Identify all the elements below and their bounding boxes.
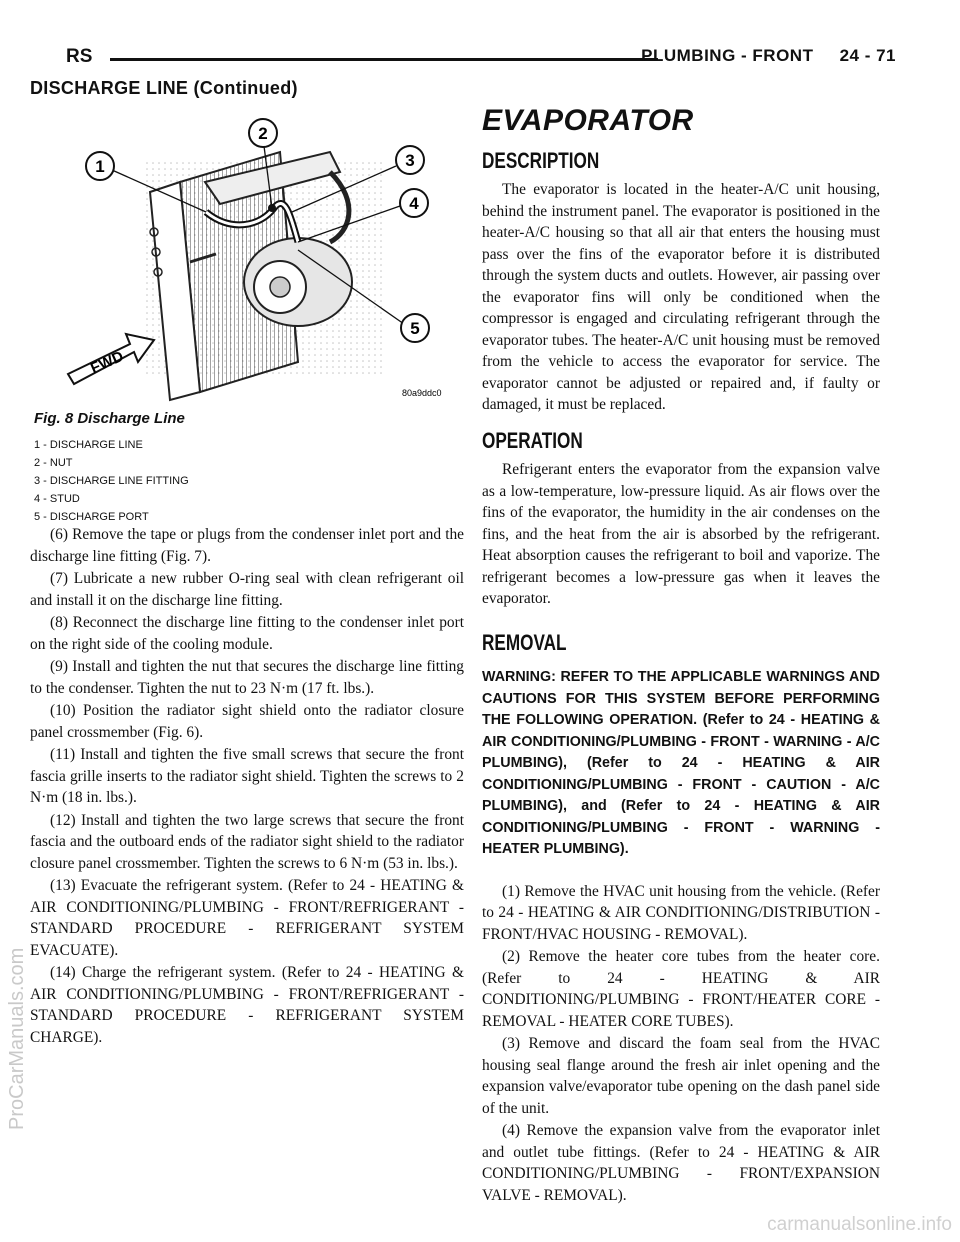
step-paragraph: (9) Install and tighten the nut that secures the discharge line fitting to the condenser. Tighten the nut to 23 N·m (17 ft. lbs.). (30, 658, 464, 697)
header-rule (110, 58, 658, 61)
removal-heading: REMOVAL (482, 629, 567, 655)
callout-2 (249, 119, 277, 147)
svg-text:3: 3 (405, 151, 415, 170)
header-section-code: RS (66, 46, 93, 67)
fwd-label: FWD (88, 347, 127, 378)
removal-step: (4) Remove the expansion valve from the evaporator inlet and outlet tube fittings. (Refer to 24 - HEATING & AIR CONDITIONING/PLUMBING - FRONT/EXPANSION VALVE - REMOVAL). (482, 1122, 880, 1204)
svg-text:4: 4 (409, 194, 419, 213)
figure-caption: Fig. 8 Discharge Line (34, 410, 185, 427)
continued-section-title: DISCHARGE LINE (Continued) (30, 78, 298, 98)
legend-item: 2 - NUT (34, 457, 73, 469)
right-column (482, 104, 880, 1207)
legend-item: 1 - DISCHARGE LINE (34, 439, 143, 451)
operation-heading: OPERATION (482, 427, 583, 453)
step-paragraph: (8) Reconnect the discharge line fitting to the condenser inlet port on the right side of the cooling module. (30, 614, 464, 653)
svg-text:1: 1 (95, 157, 105, 176)
operation-paragraph: Refrigerant enters the evaporator from the expansion valve as a low-temperature, low-pressure liquid. As air flows over the fins of the evaporator, the humidity in the air condenses on the fins, and the heat from the air is absorbed by the refrigerant. Heat absorption causes the refrigerant to boil and vaporize. The refrigerant becomes a low-pressure gas when it leaves the evaporator. (482, 461, 880, 607)
step-paragraph: (14) Charge the refrigerant system. (Refer to 24 - HEATING & AIR CONDITIONING/PLUMBING - FRONT/REFRIGERANT - STANDARD PROCEDURE - REFRIGERANT SYSTEM CHARGE). (30, 964, 464, 1046)
left-column-steps (30, 524, 464, 1049)
footer-watermark: carmanualsonline.info (767, 1214, 952, 1235)
callout-3 (396, 146, 424, 174)
warning-text: WARNING: REFER TO THE APPLICABLE WARNINGS AND CAUTIONS FOR THIS SYSTEM BEFORE PERFORMING THE FOLLOWING OPERATION. (Refer to 24 - HEATING & AIR CONDITIONING/PLUMBING - FRONT - WARNING - A/C PLUMBING), (Refer to 24 - HEATING & AIR CONDITIONING/PLUMBING - FRONT - CAUTION - A/C PLUMBING), and (Refer to 24 - HEATING & AIR CONDITIONING/PLUMBING - FRONT - WARNING - HEATER PLUMBING). (482, 669, 880, 857)
section-title: EVAPORATOR (482, 104, 694, 137)
figure-code: 80a9ddc0 (402, 388, 442, 398)
description-paragraph: The evaporator is located in the heater-A/C unit housing, behind the instrument panel. The evaporator is positioned in the heater-A/C housing so that all air that enters the housing must pass over the fins of the evaporator before it is distributed through the system ducts and outlets. However, air passing over the evaporator fins will only be conditioned when the compressor is engaged and circulating refrigerant through the evaporator tubes. The heater-A/C unit housing must be removed from the vehicle to access the evaporator for service. The evaporator cannot be adjusted or repaired and, if faulty or damaged, it must be replaced. (482, 181, 880, 413)
removal-step: (1) Remove the HVAC unit housing from the vehicle. (Refer to 24 - HEATING & AIR CONDITIONING/DISTRIBUTION - FRONT/HVAC HOUSING - REMOVAL). (482, 882, 880, 943)
svg-text:2: 2 (258, 124, 268, 143)
callout-4 (400, 189, 428, 217)
callout-1 (86, 152, 114, 180)
svg-text:5: 5 (410, 319, 420, 338)
callout-5 (401, 314, 429, 342)
removal-step: (2) Remove the heater core tubes from the heater core. (Refer to 24 - HEATING & AIR CONDITIONING/PLUMBING - FRONT/HEATER CORE - REMOVAL - HEATER CORE TUBES). (482, 948, 880, 1030)
legend-item: 3 - DISCHARGE LINE FITTING (34, 475, 189, 487)
step-paragraph: (10) Position the radiator sight shield onto the radiator closure panel crossmember (Fig. 6). (30, 702, 464, 741)
step-paragraph: (7) Lubricate a new rubber O-ring seal with clean refrigerant oil and install it on the discharge line fitting. (30, 570, 464, 609)
description-heading: DESCRIPTION (482, 147, 600, 173)
figure-legend (34, 436, 189, 526)
step-paragraph: (6) Remove the tape or plugs from the condenser inlet port and the discharge line fitting (Fig. 7). (30, 526, 464, 565)
legend-item: 5 - DISCHARGE PORT (34, 511, 149, 523)
step-paragraph: (13) Evacuate the refrigerant system. (Refer to 24 - HEATING & AIR CONDITIONING/PLUMBING - FRONT/REFRIGERANT - STANDARD PROCEDURE - REFRIGERANT SYSTEM EVACUATE). (30, 877, 464, 959)
header-page-title: PLUMBING - FRONT 24 - 71 (641, 46, 896, 65)
removal-step: (3) Remove and discard the foam seal from the HVAC housing seal flange around the fresh air inlet opening and the expansion valve/evaporator tube opening on the dash panel side of the unit. (482, 1035, 880, 1117)
step-paragraph: (12) Install and tighten the two large screws that secure the front fascia and the outboard ends of the radiator sight shield to the radiator closure panel crossmember. Tighten the screws to 6 N·m (53 in. lbs.). (30, 811, 464, 872)
step-paragraph: (11) Install and tighten the five small screws that secure the front fascia grille inserts to the radiator sight shield. Tighten the screws to 2 N·m (18 in. lbs.). (30, 746, 464, 806)
discharge-line-illustration (30, 112, 462, 402)
side-watermark: ProCarManuals.com (6, 947, 28, 1130)
legend-item: 4 - STUD (34, 493, 80, 505)
